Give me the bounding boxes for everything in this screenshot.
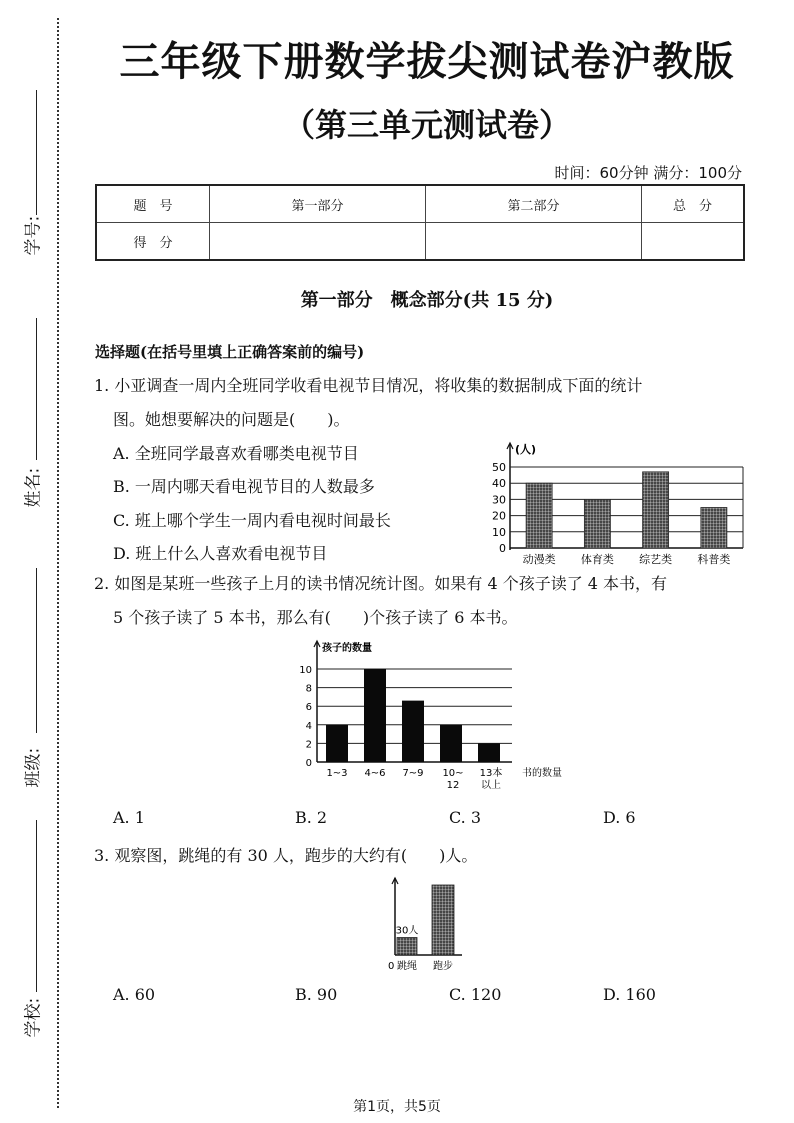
q1-option-a[interactable]: A. 全班同学最喜欢看哪类电视节目 bbox=[113, 444, 359, 463]
bar bbox=[478, 743, 500, 762]
q1-line2: 图。她想要解决的问题是( )。 bbox=[113, 410, 350, 429]
x-tick-label: 以上 bbox=[481, 780, 501, 791]
bar bbox=[364, 669, 386, 762]
y-tick-label: 0 bbox=[499, 542, 506, 555]
x-tick-label: 13本 bbox=[479, 768, 503, 779]
score-input-cell[interactable] bbox=[642, 223, 745, 261]
page-subtitle: （第三单元测试卷） bbox=[282, 106, 571, 144]
score-input-cell[interactable] bbox=[210, 223, 426, 261]
q2-option-a[interactable]: A. 1 bbox=[113, 808, 145, 827]
page-footer: 第1页，共5页 bbox=[353, 1099, 441, 1115]
x-tick-label: 科普类 bbox=[697, 553, 731, 566]
score-header-cell: 第一部分 bbox=[210, 185, 426, 223]
y-tick-label: 40 bbox=[492, 477, 506, 491]
q2-line1: 2. 如图是某班一些孩子上月的读书情况统计图。如果有 4 个孩子读了 4 本书，有 bbox=[94, 574, 668, 593]
q3-option-b[interactable]: B. 90 bbox=[295, 985, 338, 1004]
section-heading: 选择题(在括号里填上正确答案前的编号) bbox=[95, 343, 365, 361]
part1-title: 第一部分 概念部分(共 15 分) bbox=[300, 290, 554, 311]
bar bbox=[701, 508, 727, 549]
q2-line2: 5 个孩子读了 5 本书，那么有( )个孩子读了 6 本书。 bbox=[113, 608, 518, 627]
bar bbox=[584, 499, 610, 548]
score-header-cell: 第二部分 bbox=[426, 185, 642, 223]
q1-option-d[interactable]: D. 班上什么人喜欢看电视节目 bbox=[113, 544, 328, 563]
x-tick-label: 综艺类 bbox=[639, 553, 673, 566]
bar bbox=[526, 483, 552, 548]
score-input-cell[interactable] bbox=[426, 223, 642, 261]
student-no-line bbox=[36, 90, 37, 215]
x-tick-label: 10~ bbox=[442, 768, 464, 779]
score-header-cell: 总 分 bbox=[642, 185, 745, 223]
q1-line1: 1. 小亚调查一周内全班同学收看电视节目情况，将收集的数据制成下面的统计 bbox=[94, 376, 643, 395]
score-label-cell: 得 分 bbox=[96, 223, 210, 261]
q2-option-d[interactable]: D. 6 bbox=[603, 808, 636, 827]
y-tick-label: 0 bbox=[305, 758, 312, 769]
x-tick-label: 跑步 bbox=[433, 961, 453, 972]
q1-option-b[interactable]: B. 一周内哪天看电视节目的人数最多 bbox=[113, 477, 375, 496]
data-label: 30人 bbox=[395, 925, 419, 937]
bar bbox=[440, 725, 462, 762]
score-table bbox=[95, 184, 745, 261]
x-tick-label: 4~6 bbox=[364, 768, 386, 779]
y-axis-label: (人) bbox=[515, 443, 537, 456]
y-tick-label: 20 bbox=[492, 509, 506, 523]
y-tick-label: 10 bbox=[492, 525, 506, 539]
x-tick-label: 动漫类 bbox=[522, 553, 556, 566]
chart-tv-programs bbox=[480, 440, 760, 570]
chart-sports bbox=[380, 872, 480, 977]
school-line bbox=[36, 820, 37, 992]
bar bbox=[432, 885, 454, 955]
school-label: 学校: bbox=[23, 997, 44, 1038]
origin-label: 0 bbox=[388, 961, 395, 972]
time-info: 时间：60分钟 满分：100分 bbox=[554, 164, 742, 182]
page-title: 三年级下册数学拔尖测试卷沪教版 bbox=[119, 39, 735, 85]
bar bbox=[643, 472, 669, 548]
q3-option-a[interactable]: A. 60 bbox=[113, 985, 156, 1004]
bar bbox=[326, 725, 348, 762]
y-tick-label: 2 bbox=[305, 739, 312, 751]
student-no-label: 学号: bbox=[23, 215, 44, 256]
y-tick-label: 10 bbox=[299, 665, 312, 676]
x-tick-label: 1~3 bbox=[326, 768, 348, 779]
q1-option-c[interactable]: C. 班上哪个学生一周内看电视时间最长 bbox=[113, 511, 391, 530]
name-label: 姓名: bbox=[23, 467, 44, 508]
x-tick-label: 12 bbox=[446, 780, 460, 791]
x-tick-label: 体育类 bbox=[580, 553, 614, 566]
class-label: 班级: bbox=[23, 747, 44, 788]
binding-dash-line bbox=[57, 18, 59, 1108]
q3-option-d[interactable]: D. 160 bbox=[603, 985, 656, 1004]
bar bbox=[402, 701, 424, 762]
name-line bbox=[36, 318, 37, 460]
y-tick-label: 30 bbox=[492, 493, 506, 507]
y-tick-label: 50 bbox=[492, 461, 506, 474]
q2-option-c[interactable]: C. 3 bbox=[449, 808, 482, 827]
y-tick-label: 4 bbox=[305, 720, 312, 732]
x-tick-label: 7~9 bbox=[402, 768, 424, 779]
class-line bbox=[36, 568, 37, 733]
y-tick-label: 8 bbox=[305, 683, 312, 695]
chart-reading bbox=[290, 636, 570, 796]
y-tick-label: 6 bbox=[305, 702, 312, 714]
y-axis-label: 孩子的数量 bbox=[322, 643, 372, 654]
x-tick-label: 跳绳 bbox=[397, 961, 417, 972]
x-axis-label: 书的数量 bbox=[522, 768, 562, 779]
q3-option-c[interactable]: C. 120 bbox=[449, 985, 502, 1004]
bar bbox=[397, 938, 417, 956]
score-header-cell: 题 号 bbox=[96, 185, 210, 223]
q3-line1: 3. 观察图，跳绳的有 30 人，跑步的大约有( )人。 bbox=[94, 846, 478, 865]
q2-option-b[interactable]: B. 2 bbox=[295, 808, 328, 827]
